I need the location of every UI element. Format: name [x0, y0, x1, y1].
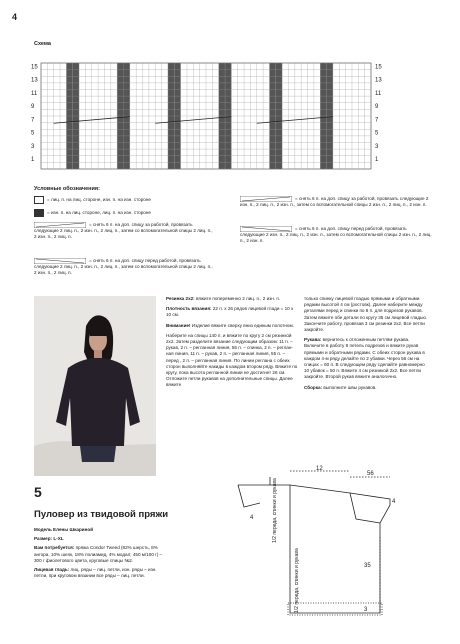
row-number-left: 7 — [31, 117, 35, 124]
vertical-label-right: 1/2 переда, спинки и рукава — [294, 548, 300, 613]
row-number-right: 9 — [375, 104, 379, 111]
assembly-paragraph: Сборка: выполните швы рукавов. — [304, 384, 377, 390]
model-credit: Модель Елены Шкариной — [34, 527, 94, 532]
gauge-paragraph: Плотность вязания: 22 п. х 26 рядов лицевой глади = 10 х 10 см. — [166, 306, 294, 318]
size-paragraph: Размер: L-XL — [34, 536, 64, 542]
row-number-left: 11 — [31, 90, 38, 97]
dim-top: 12 — [316, 466, 323, 472]
row-number-right: 7 — [375, 117, 379, 124]
text-column-2 — [166, 296, 298, 389]
legend-item-purl: = изн. п. на лиц. стороне, лиц. п. на изн. стороне — [34, 209, 204, 217]
legend-item-knit: = лиц. п. на лиц. стороне, изн. п. на изн. стороне — [34, 196, 204, 204]
dim-body: 35 — [364, 563, 371, 569]
attention-paragraph: Внимание! Изделие вяжите сверху вниз единым полотном. — [166, 322, 294, 328]
text-column-3 — [304, 296, 430, 391]
instructions-paragraph: Наберите на спицы 140 п. и вяжите по кругу 2 см резинкой 2х2. Затем разделите вязание следующим образом: 11 п. – рукав, 2 п. – регланная линия, 55 п. – спинка, 2 п. – регланная линия, 11 п. – рукав, 2 п. – регланная линия, 55 п. – перед , 2 п. – регланная линия. По линии реглана с обеих сторон выполняйте накиды в каждом втором ряду. Вяжите по кругу, пока высота регланной линии не достигнет 26 см. Отложите петли рукавов на дополнительные спицы. Далее вяжите — [166, 332, 298, 388]
sweater-diagram — [230, 463, 430, 633]
legend-item-cable-back-purl: = снять 6 п. на доп. спицу за работой, провязать следующие 2 изн. п., 2 лиц. п., 2 изн. п., затем со вспомогательной спицы 2 изн. п., 2 лиц. п., 2 изн. п. — [240, 196, 429, 208]
pattern-number: 5 — [34, 484, 42, 500]
row-number-right: 3 — [375, 143, 379, 150]
dim-bottom: 3 — [364, 607, 368, 613]
row-number-left: 15 — [31, 64, 38, 71]
dim-cuff: 4 — [250, 515, 254, 521]
stockinette-paragraph: Лицевая гладь: лиц. ряды – лиц. петли, изн. ряды – изн. петли, при круговом вязании все ряды – лиц. петли. — [34, 567, 157, 579]
materials-paragraph: Вам потребуется: пряжа Condor Tweed (82% шерсть, 8% ангора, 10% шелк, 18% полиамид, 4% модал; 450 м/100 г) – 300 г фиолетового цвета, круговые спицы №2. — [34, 545, 163, 563]
sleeves-paragraph: Рукава: вернитесь к отложенным петлям рукава. Включите в работу 8 петель подрезов и вяжите рукав прямыми и обратными рядами. С обеих сторон рукава в каждом 4-м ряду делайте по 2 убавки. Через 56 см на спицах = 60 п. В следующем ряду сделайте равномерно 10 убавок = 50 п. Вяжите 4 см резинкой 2х2. Все петли закройте. Второй рукав вяжите аналогично. — [304, 337, 425, 380]
legend-title: Условные обозначения: — [34, 186, 100, 192]
row-number-right: 15 — [375, 64, 382, 71]
row-number-left: 5 — [31, 130, 35, 137]
purl-symbol-icon — [34, 209, 44, 217]
row-number-right: 5 — [375, 130, 379, 137]
knit-symbol-icon — [34, 196, 44, 204]
schema-title: Схема — [34, 41, 51, 47]
legend-item-cable-front: = снять 6 п. на доп. спицу перед работой, провязать следующие 2 лиц. п., 2 изн. п., 2 лиц. п., затем со вспомогательной спицы 2 лиц. п., 2 изн. п., 2 лиц. п. — [34, 258, 213, 276]
row-number-left: 13 — [31, 77, 38, 84]
model-photo — [34, 296, 156, 476]
row-number-left: 3 — [31, 143, 35, 150]
vertical-label-left: 1/2 переда, спинки и рукава — [272, 478, 278, 543]
model-photo-illustration — [34, 296, 156, 476]
dim-side: 4 — [392, 499, 396, 505]
dim-width: 56 — [367, 471, 374, 477]
legend-item-cable-back: = снять 6 п. на доп. спицу за работой, провязать следующие 2 лиц. п., 2 изн. п., 2 лиц. п., затем со вспомогательной спицы 2 лиц. п., 2 изн. п., 2 лиц. п. — [34, 222, 213, 240]
pattern-title: Пуловер из твидовой пряжи — [34, 509, 169, 520]
body-continuation-paragraph: только спинку лицевой гладью прямыми и обратными рядами высотой 4 см (ростовк). Далее наберите между деталями перед и спинки по 8 п. для подрезов рукавов. Затем вяжите обе детали по кругу 35 см лицевой гладью. Закончите работу, провязав 3 см резинки 2х2. Все петли закройте. — [304, 296, 428, 333]
row-number-right: 13 — [375, 77, 382, 84]
rib-paragraph: Резинка 2х2: вяжите попеременно 2 лиц. п., 2 изн. п. — [166, 296, 281, 301]
knitting-chart — [31, 49, 427, 179]
text-column-1 — [34, 527, 164, 579]
row-number-right: 1 — [375, 157, 379, 164]
row-number-left: 1 — [31, 157, 35, 164]
row-number-right: 11 — [375, 90, 382, 97]
row-number-left: 9 — [31, 104, 35, 111]
page-number: 4 — [12, 12, 18, 22]
legend-item-cable-front-purl: = снять 6 п. на доп. спицу перед работой, провязать следующие 2 изн. п., 2 лиц. п., 2 изн. п., затем со вспомогательной спицы 2 изн. п., 2 лиц. п., 2 изн. п. — [240, 226, 432, 244]
